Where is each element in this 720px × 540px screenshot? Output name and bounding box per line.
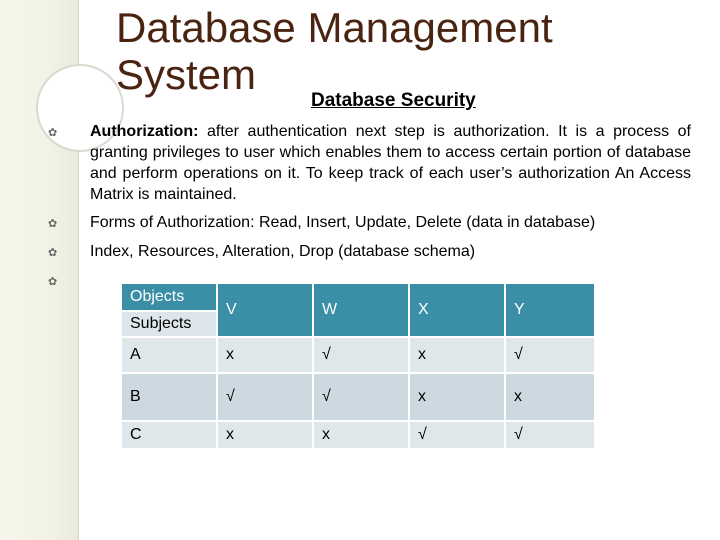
scroll-bullet-icon: ✿: [48, 127, 58, 139]
subject-cell: B: [122, 374, 216, 420]
permission-cell: √: [314, 374, 408, 420]
scroll-bullet-icon: ✿: [48, 247, 58, 259]
objects-header: Objects: [122, 284, 216, 310]
permission-cell: x: [218, 422, 312, 448]
slide-title: Database Management System: [116, 4, 553, 98]
bullet-schema-operations: Index, Resources, Alteration, Drop (database schema): [90, 243, 476, 260]
slide-subtitle: Database Security: [311, 90, 476, 111]
column-header: W: [314, 284, 408, 336]
permission-cell: √: [218, 374, 312, 420]
column-header: X: [410, 284, 504, 336]
bullet-authorization: [90, 121, 691, 205]
subject-cell: A: [122, 338, 216, 372]
bullet-text: after authentication next step is authorization. It is a process of granting privileges to user which enables them to access certain portion of database and perform operations on it. To keep track of each user’s authorization An Access Matrix is maintained.: [90, 123, 691, 203]
permission-cell: x: [410, 338, 504, 372]
table-row: [122, 422, 594, 448]
table-row: [122, 338, 594, 372]
table-header-row: [122, 284, 594, 310]
scroll-bullet-icon: ✿: [48, 218, 58, 230]
scroll-bullet-icon: ✿: [48, 276, 58, 288]
permission-cell: x: [410, 374, 504, 420]
bullet-lead: Authorization:: [90, 123, 199, 140]
permission-cell: √: [410, 422, 504, 448]
subject-cell: C: [122, 422, 216, 448]
permission-cell: √: [506, 422, 594, 448]
access-matrix-table: [120, 282, 596, 450]
permission-cell: √: [314, 338, 408, 372]
table-row: [122, 374, 594, 420]
column-header: Y: [506, 284, 594, 336]
permission-cell: x: [506, 374, 594, 420]
permission-cell: x: [218, 338, 312, 372]
subjects-header: Subjects: [122, 312, 216, 336]
permission-cell: x: [314, 422, 408, 448]
permission-cell: √: [506, 338, 594, 372]
column-header: V: [218, 284, 312, 336]
bullet-forms-of-authorization: Forms of Authorization: Read, Insert, Update, Delete (data in database): [90, 214, 596, 231]
